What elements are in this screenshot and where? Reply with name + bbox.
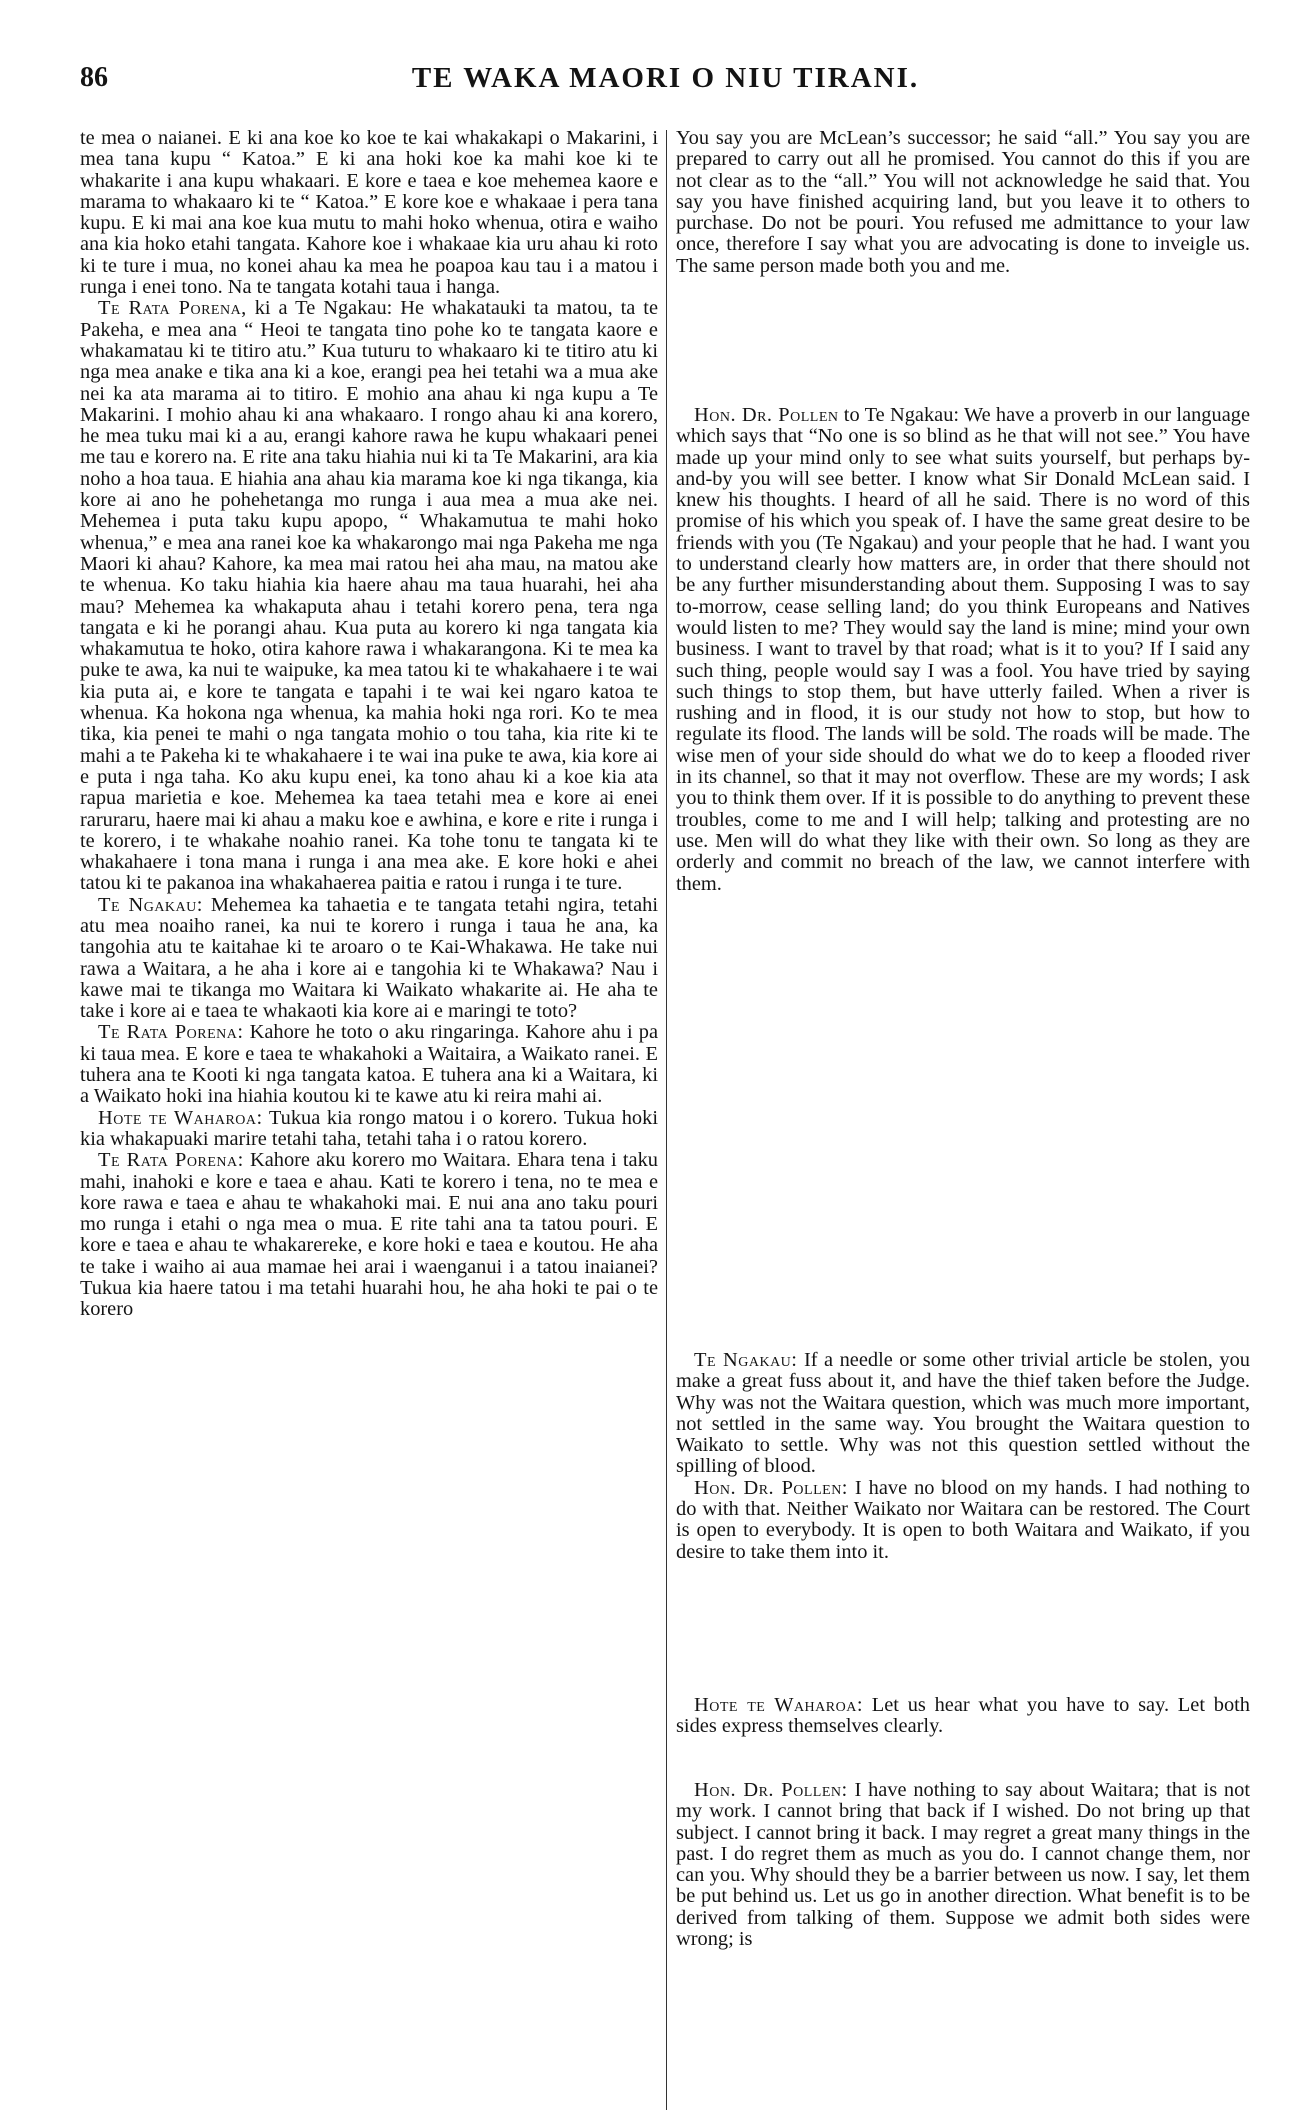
speaker-name: Te Rata Porena: [98,1021,244,1044]
english-paragraph [676,1350,1250,1478]
english-paragraph: You say you are McLean’s successor; he said “all.” You say you are prepared to carry out all he promised. You cannot do this if you are not clear as to the “all.” You will not acknowledge he said that. You say you have finished acquiring land, but you leave it to others to purchase. Do not be pouri. You refused me admittance to your law once, therefore I say what you are advocating is done to inveigle us. The same person made both you and me. [676,127,1250,277]
speech-text: Mehemea ka tahaetia e te tangata tetahi ngira, tetahi atu mea noaiho ranei, ka nui te korero i runga i taua he ana, ka tangohia atu te kaitahae ki te aroaro o te Kai-Whakawa. He take nui rawa a Waitara, a he aha i kore ai e tangohia ki te Whakawa? Nau i kawe mai te tikanga mo Waitara ki Waikato whakarite ai. He aha te take i kore ai e taea te whakaoti kia kore ai e maringi te toto? [80,893,658,1023]
column-divider [666,130,667,2110]
page-number: 86 [80,62,108,93]
speaker-name: Hon. Dr. Pollen: [694,1779,848,1801]
english-block [676,1780,1250,1950]
speaker-name: Te Ngakau: [98,893,203,916]
english-block [676,1695,1250,1738]
maori-paragraph [80,298,658,894]
speech-text: to Te Ngakau: We have a proverb in our language which says that “No one is so blind as he that will not see.” You have made up your mind only to see what suits yourself, but perhaps by-and-by you will see better. I know what Sir Donald McLean said. I knew his thoughts. I heard of all he said. There is no word of this promise of his which you speak of. I have the same great desire to be friends with you (Te Ngakau) and your people that he had. I want you to understand clearly how matters are, in order that there should not be any further misunderstanding about them. Supposing I was to say to-morrow, cease selling land; do you think Europeans and Natives would listen to me? They would say the land is mine; mind your own business. I want to travel by that road; what is it to you? If I said any such thing, people would say I was a fool. You have tried by saying such things to stop them, but have utterly failed. When a river is rushing and in flood, it is our study not how to stop, but how to regulate its flood. The lands will be sold. The roads will be made. The wise men of your side should do what we do to keep a flooded river in its channel, so that it may not overflow. These are my words; I ask you to think them over. If it is possible to do anything to prevent these troubles, come to me and I will help; talking and protesting are no use. Men will do what they like with their own. So long as they are orderly and commit no breach of the law, we cannot interfere with them. [676,404,1250,895]
speaker-name: Hon. Dr. Pollen: [694,1476,848,1499]
speaker-name: Hote te Waharoa: [98,1106,263,1129]
running-title: TE WAKA MAORI O NIU TIRANI. [411,62,920,94]
maori-paragraph [80,1150,658,1320]
speaker-name: Te Ngakau: [694,1349,798,1371]
speech-text: I have nothing to say about Waitara; that is not my work. I cannot bring that back if I wished. Do not bring up that subject. I cannot bring it back. I may regret a great many things in the past. I do regret them as much as you do. I cannot change them, nor can you. Why should they be a barrier between us now. I say, let them be put behind us. Let us go in another direction. What benefit is to be derived from talking of them. Suppose we admit both sides were wrong; is [676,1779,1250,1951]
english-paragraph [676,1780,1250,1950]
english-paragraph [676,1695,1250,1738]
speech-text: Kahore aku korero mo Waitara. Ehara tena i taku mahi, inahoki e kore e taea e ahau. Kati te korero i tena, no te mea e kore rawa e taea e ahau te whakahoki mai. E nui ana ano taku pouri mo runga i etahi o nga mea o mua. E rite tahi ana ta tatou pouri. E kore e taea e ahau te whakarereke, e kore hoki e taea e koutou. He aha te take i waiho ai aua mamae hei arai i waenganui i a tatou inaianei? Tukua kia haere tatou i ma tetahi huarahi hou, he aha hoki te pai o te korero [80,1149,658,1321]
english-block [676,1350,1250,1563]
speech-text: I have no blood on my hands. I had nothing to do with that. Neither Waikato nor Waitara can be restored. The Court is open to everybody. It is open to both Waitara and Waikato, if you desire to take them into it. [676,1476,1250,1563]
speech-text: Tukua kia rongo matou i o korero. Tukua hoki kia whakapuaki marire tetahi taha, tetahi taha i o ratou korero. [80,1106,658,1150]
speaker-name: Hote te Waharoa: [694,1694,864,1716]
speech-text: If a needle or some other trivial article be stolen, you make a great fuss about it, and have the thief taken before the Judge. Why was not the Waitara question, which was much more important, not settled in the same way. You brought the Waitara question to Waikato to settle. Why was not this question settled without the spilling of blood. [676,1349,1250,1478]
speech-text: Kahore he toto o aku ringaringa. Kahore ahu i pa ki taua mea. E kore e taea te whakahoki a Waitaira, a Waikato ranei. E tuhera ana te Kooti ki nga tangata katoa. E tuhera ana ki a Waitara, ki a Waikato hoki ina hiahia koutou ki te kawe atu ki reira mahi ai. [80,1021,658,1108]
speaker-name: Te Rata Porena, [98,297,247,320]
english-paragraph [676,1478,1250,1563]
maori-column [80,128,658,1321]
speaker-name: Te Rata Porena: [98,1149,244,1172]
maori-paragraph [80,1022,658,1107]
english-block [676,405,1250,895]
english-block [676,128,1250,277]
speaker-name: Hon. Dr. Pollen [694,404,839,426]
english-paragraph [676,405,1250,895]
speech-text: Let us hear what you have to say. Let both sides express themselves clearly. [676,1694,1250,1738]
maori-paragraph [80,895,658,1023]
speech-text: ki a Te Ngakau: He whakatauki ta matou, ta te Pakeha, e mea ana “ Heoi te tangata tino pohe ko te tangata kaore e whakamatau ki te titiro atu.” Kua tuturu to whakaaro ki te titiro atu ki nga mea anake e tika ana ki a koe, erangi pea hei tetahi wa a mua ake nei ka ata marama ai to titiro. E mohio ana ahau ki nga kupu a Te Makarini. I mohio ahau ki ana whakaaro. I rongo ahau ki ana korero, he mea tuku mai ki a au, erangi kahore rawa he kupu whakaari penei me tau e korero na. E rite ana taku hiahia nui ki ta Te Makarini, ara kia noho a hoa taua. E hiahia ana ahau kia marama koe ki nga tikanga, kia kore ai ano he pohehetanga mo runga i aua mea a mua ake nei. Mehemea i puta taku kupu apopo, “ Whakamutua te mahi hoko whenua,” e mea ana ranei koe ka whakarongo mai nga Pakeha me nga Maori ki ahau? Kahore, ka mea mai ratou hei aha mau, na matou ake te whenua. Ko taku hiahia kia haere ahau ma taua huarahi, hei aha mau? Mehemea ka whakaputa ahau i tetahi korero pena, tera nga tangata e ki he porangi ahau. Kua puta au korero ki nga tangata kia whakamutua te hoko, otira kahore rawa i whakarangona. Ki te mea ka puke te awa, ka nui te waipuke, ka mea tatou ki te whakahaere i te wai kia puta ai, e kore te tangata e tapahi i te wai kei ngaro katoa te whenua. Ka hokona nga whenua, ka mahia hoki nga rori. Ko te mea tika, kia penei te mahi o nga tangata mohio o tou taha, kia rite ki te mahi a te Pakeha ki te whakahaere i te wai ina puke te awa, kia kore ai e puta i nga taha. Ko aku kupu enei, ka tono ahau ki a koe kia ata rapua marietia e koe. Mehemea ka taea tetahi mea e kore ai enei raruraru, haere mai ki ahau a maku koe e awhina, e kore e rite i runga i te korero, i te whakahe noahio ranei. Ka tohe tonu te tangata ki te whakahaere i tona mana i runga i ana mea ake. E kore hoki e ahei tatou ki te pakanoa ina whakahaerea paitia e ratou i runga i te ture. [80,297,659,895]
maori-paragraph [80,1108,658,1151]
page-header [78,62,1253,110]
maori-paragraph: te mea o naianei. E ki ana koe ko koe te kai whakakapi o Makarini, i mea tana kupu “ Katoa.” E ki ana hoki koe ka mahi koe ki te whakarite i ana kupu whakaari. E kore e taea e koe mehemea kaore e marama to whakaaro ki te “ Katoa.” E kore koe e whakaae i pera tana kupu. E ki mai ana koe kua mutu to mahi hoko whenua, otira e waiho ana kia hoko etahi tangata. Kahore koe i whakaae kia uru ahau ki roto ki te ture i mua, no konei ahau ka mea he poapoa kau tau i a matou i runga i enei tono. Na te tangata kotahi taua i hanga. [80,127,658,299]
